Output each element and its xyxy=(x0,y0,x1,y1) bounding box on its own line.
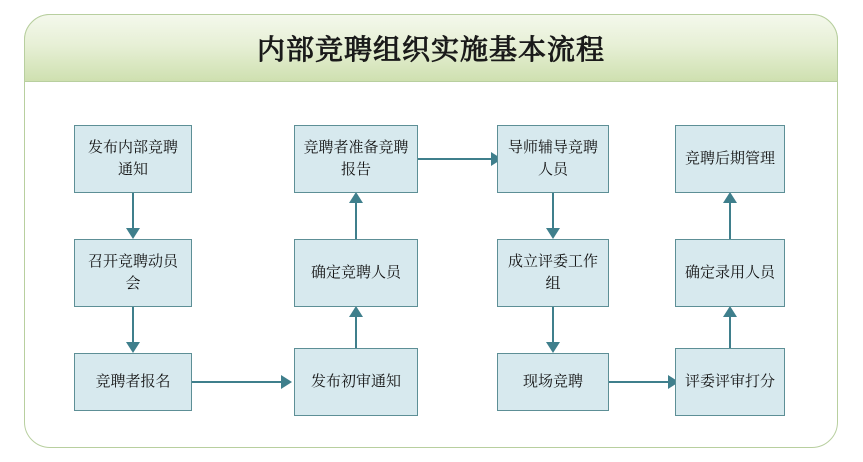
flow-node-n6[interactable] xyxy=(294,125,418,193)
flow-node-n3[interactable] xyxy=(74,353,192,411)
flow-node-n10[interactable] xyxy=(675,348,785,416)
connector-n10-n11 xyxy=(729,315,731,348)
arrowhead-n10-n11 xyxy=(723,306,737,317)
flow-node-n8[interactable] xyxy=(497,239,609,307)
diagram-title: 内部竞聘组织实施基本流程 xyxy=(256,34,605,65)
connector-n8-n9 xyxy=(552,307,554,345)
flow-node-label: 现场竞聘 xyxy=(522,373,583,391)
flow-node-label: 召开竞聘动员会 xyxy=(87,253,178,292)
flow-node-n9[interactable] xyxy=(497,353,609,411)
flow-node-label: 竞聘后期管理 xyxy=(684,150,775,168)
connector-n3-n4 xyxy=(192,381,284,383)
flow-node-label: 竞聘者准备竞聘报告 xyxy=(303,139,409,178)
connector-n5-n6 xyxy=(355,201,357,239)
flow-node-label: 成立评委工作组 xyxy=(507,253,598,292)
flow-node-n2[interactable] xyxy=(74,239,192,307)
connector-n7-n8 xyxy=(552,193,554,231)
connector-n11-n12 xyxy=(729,201,731,239)
flow-node-label: 发布内部竞聘通知 xyxy=(87,139,178,178)
arrowhead-n8-n9 xyxy=(546,342,560,353)
flow-node-n4[interactable] xyxy=(294,348,418,416)
arrowhead-n4-n5 xyxy=(349,306,363,317)
flow-node-label: 确定竞聘人员 xyxy=(310,264,401,282)
flow-node-n7[interactable] xyxy=(497,125,609,193)
arrowhead-n1-n2 xyxy=(126,228,140,239)
flow-node-n11[interactable] xyxy=(675,239,785,307)
flow-node-label: 确定录用人员 xyxy=(684,264,775,282)
flow-node-n5[interactable] xyxy=(294,239,418,307)
flow-node-label: 评委评审打分 xyxy=(684,373,775,391)
connector-n9-n10 xyxy=(609,381,671,383)
flow-node-n1[interactable] xyxy=(74,125,192,193)
arrowhead-n11-n12 xyxy=(723,192,737,203)
connector-n6-n7 xyxy=(418,158,494,160)
flow-node-label: 发布初审通知 xyxy=(310,373,401,391)
flow-node-label: 竞聘者报名 xyxy=(95,373,171,391)
flow-node-n12[interactable] xyxy=(675,125,785,193)
connector-n1-n2 xyxy=(132,193,134,231)
connector-n4-n5 xyxy=(355,315,357,348)
arrowhead-n2-n3 xyxy=(126,342,140,353)
connector-n2-n3 xyxy=(132,307,134,345)
arrowhead-n5-n6 xyxy=(349,192,363,203)
arrowhead-n3-n4 xyxy=(281,375,292,389)
flow-node-label: 导师辅导竞聘人员 xyxy=(507,139,598,178)
arrowhead-n7-n8 xyxy=(546,228,560,239)
